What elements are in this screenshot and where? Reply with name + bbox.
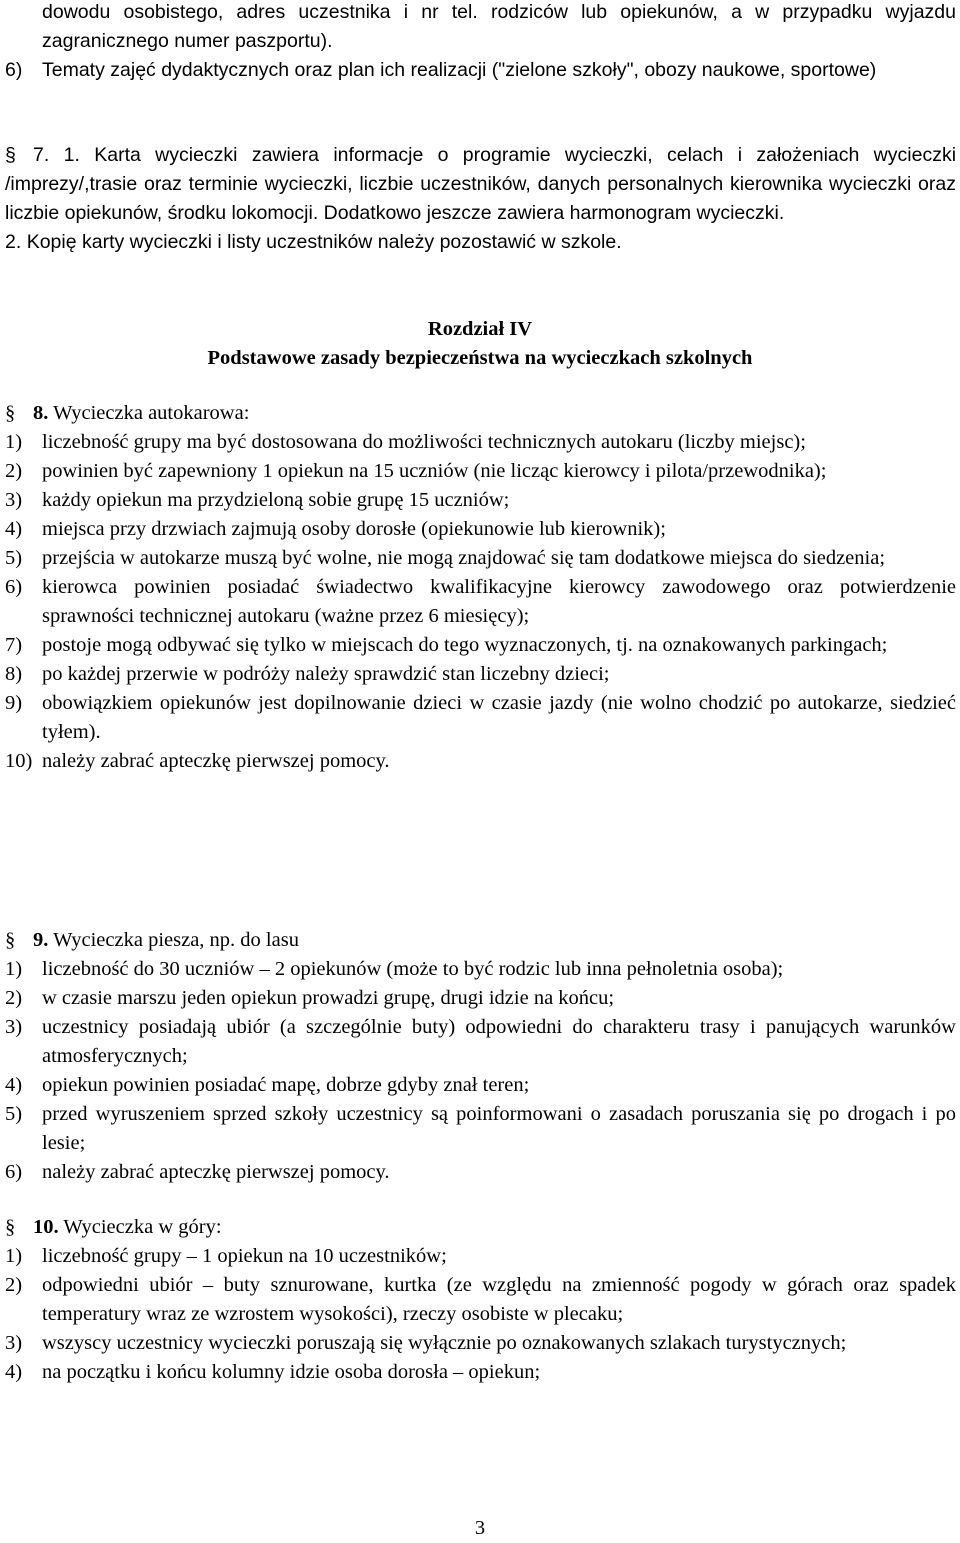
list-text: Tematy zajęć dydaktycznych oraz plan ich realizacji ("zielone szkoły", obozy naukowe, sportowe)	[42, 59, 877, 81]
list-item	[5, 515, 956, 544]
list-text: na początku i końcu kolumny idzie osoba dorosła – opiekun;	[42, 1361, 541, 1383]
intro-text: dowodu osobistego, adres uczestnika i nr tel. rodziców lub opiekunów, a w przypadku wyjazdu zagranicznego numer paszportu).	[42, 1, 956, 52]
list-text: każdy opiekun ma przydzieloną sobie grupę 15 uczniów;	[42, 489, 510, 511]
list-text: należy zabrać apteczkę pierwszej pomocy.	[42, 750, 390, 772]
list-number: 5)	[5, 547, 23, 569]
section-7-paragraph-1	[5, 141, 956, 228]
list-item	[5, 1242, 956, 1271]
list-text: w czasie marszu jeden opiekun prowadzi grupę, drugi idzie na końcu;	[42, 987, 615, 1009]
list-item	[5, 486, 956, 515]
section-sign: §	[5, 402, 16, 424]
section-9-list	[5, 955, 956, 1187]
intro-item-6	[5, 56, 956, 85]
section-9-header	[5, 926, 956, 955]
list-text: kierowca powinien posiadać świadectwo kwalifikacyjne kierowcy zawodowego oraz potwierdzenie sprawności technicznej autokaru (ważne przez 6 miesięcy);	[42, 576, 956, 627]
chapter-title: Rozdział IV	[427, 318, 533, 340]
section-7-paragraph-2	[5, 228, 956, 257]
list-number: 6)	[5, 59, 23, 81]
paragraph-text: Kopię karty wycieczki i listy uczestników należy pozostawić w szkole.	[26, 231, 622, 253]
list-number: 1)	[5, 1245, 23, 1267]
paragraph-text: Karta wycieczki zawiera informacje o programie wycieczki, celach i założeniach wycieczki /imprezy/,trasie oraz terminie wycieczki, liczbie uczestników, danych personalnych kierownika wycieczki oraz liczbie opiekunów, środku lokomocji. Dodatkowo jeszcze zawiera harmonogram wycieczki.	[5, 144, 957, 224]
list-text: wszyscy uczestnicy wycieczki poruszają się wyłącznie po oznakowanych szlakach turystycznych;	[42, 1332, 847, 1354]
list-number: 1)	[5, 958, 23, 980]
list-number: 6)	[5, 576, 23, 598]
list-item	[5, 457, 956, 486]
list-item	[5, 955, 956, 984]
list-number: 3)	[5, 489, 23, 511]
section-number: 10.	[33, 1216, 59, 1238]
section-7	[5, 141, 956, 257]
section-sign: §	[5, 929, 16, 951]
list-number: 8)	[5, 663, 23, 685]
list-item	[5, 1158, 956, 1187]
list-number: 5)	[5, 1103, 23, 1125]
list-item	[5, 1013, 956, 1071]
list-item	[5, 984, 956, 1013]
list-item	[5, 1071, 956, 1100]
paragraph-number: 1.	[63, 144, 80, 166]
section-10-header	[5, 1213, 956, 1242]
list-text: miejsca przy drzwiach zajmują osoby dorosłe (opiekunowie lub kierownik);	[42, 518, 666, 540]
chapter-heading	[0, 315, 960, 373]
list-number: 3)	[5, 1016, 23, 1038]
section-title: Wycieczka piesza, np. do lasu	[53, 929, 299, 951]
list-text: liczebność grupy ma być dostosowana do możliwości technicznych autokaru (liczby miejsc);	[42, 431, 806, 453]
list-number: 4)	[5, 1361, 23, 1383]
list-text: powinien być zapewniony 1 opiekun na 15 uczniów (nie licząc kierowcy i pilota/przewodnika);	[42, 460, 827, 482]
section-number: 8.	[33, 402, 49, 424]
list-item	[5, 747, 956, 776]
page-number: 3	[474, 1517, 486, 1539]
section-number: 9.	[33, 929, 49, 951]
section-title: Wycieczka w góry:	[63, 1216, 222, 1238]
list-text: przejścia w autokarze muszą być wolne, nie mogą znajdować się tam dodatkowe miejsca do siedzenia;	[42, 547, 886, 569]
list-text: należy zabrać apteczkę pierwszej pomocy.	[42, 1161, 390, 1183]
list-number: 2)	[5, 460, 23, 482]
list-number: 9)	[5, 692, 23, 714]
list-text: po każdej przerwie w podróży należy sprawdzić stan liczebny dzieci;	[42, 663, 610, 685]
list-number: 10)	[5, 750, 33, 772]
section-8-header	[5, 399, 956, 428]
list-text: przed wyruszeniem sprzed szkoły uczestnicy są poinformowani o zasadach poruszania się po drogach i po lesie;	[42, 1103, 956, 1154]
list-number: 7)	[5, 634, 23, 656]
list-text: odpowiedni ubiór – buty sznurowane, kurtka (ze względu na zmienność pogody w górach oraz spadek temperatury wraz ze wzrostem wysokości), rzeczy osobiste w plecaku;	[42, 1274, 956, 1325]
list-number: 6)	[5, 1161, 23, 1183]
list-text: liczebność grupy – 1 opiekun na 10 uczestników;	[42, 1245, 447, 1267]
list-item	[5, 689, 956, 747]
chapter-subtitle: Podstawowe zasady bezpieczeństwa na wycieczkach szkolnych	[207, 347, 753, 369]
section-number: 7.	[33, 144, 50, 166]
list-number: 1)	[5, 431, 23, 453]
list-item	[5, 428, 956, 457]
intro-continuation	[5, 0, 956, 85]
section-sign: §	[5, 1216, 16, 1238]
section-9	[5, 926, 956, 1187]
list-number: 2)	[5, 1274, 23, 1296]
list-item	[5, 660, 956, 689]
list-item	[5, 1271, 956, 1329]
list-number: 4)	[5, 1074, 23, 1096]
paragraph-number: 2.	[5, 231, 22, 253]
list-item	[5, 544, 956, 573]
list-text: postoje mogą odbywać się tylko w miejscach do tego wyznaczonych, tj. na oznakowanych parkingach;	[42, 634, 888, 656]
intro-line	[5, 0, 956, 56]
section-title: Wycieczka autokarowa:	[53, 402, 250, 424]
list-text: liczebność do 30 uczniów – 2 opiekunów (może to być rodzic lub inna pełnoletnia osoba);	[42, 958, 784, 980]
list-item	[5, 573, 956, 631]
list-item	[5, 631, 956, 660]
list-number: 3)	[5, 1332, 23, 1354]
list-number: 4)	[5, 518, 23, 540]
section-10-list	[5, 1242, 956, 1387]
section-8	[5, 399, 956, 776]
list-text: opiekun powinien posiadać mapę, dobrze gdyby znał teren;	[42, 1074, 530, 1096]
list-text: uczestnicy posiadają ubiór (a szczególnie buty) odpowiedni do charakteru trasy i panujących warunków atmosferycznych;	[42, 1016, 956, 1067]
list-text: obowiązkiem opiekunów jest dopilnowanie dzieci w czasie jazdy (nie wolno chodzić po autokarze, siedzieć tyłem).	[42, 692, 956, 743]
section-10	[5, 1213, 956, 1387]
section-sign: §	[5, 144, 16, 166]
section-8-list	[5, 428, 956, 776]
list-item	[5, 1329, 956, 1358]
list-item	[5, 1358, 956, 1387]
list-item	[5, 1100, 956, 1158]
list-number: 2)	[5, 987, 23, 1009]
